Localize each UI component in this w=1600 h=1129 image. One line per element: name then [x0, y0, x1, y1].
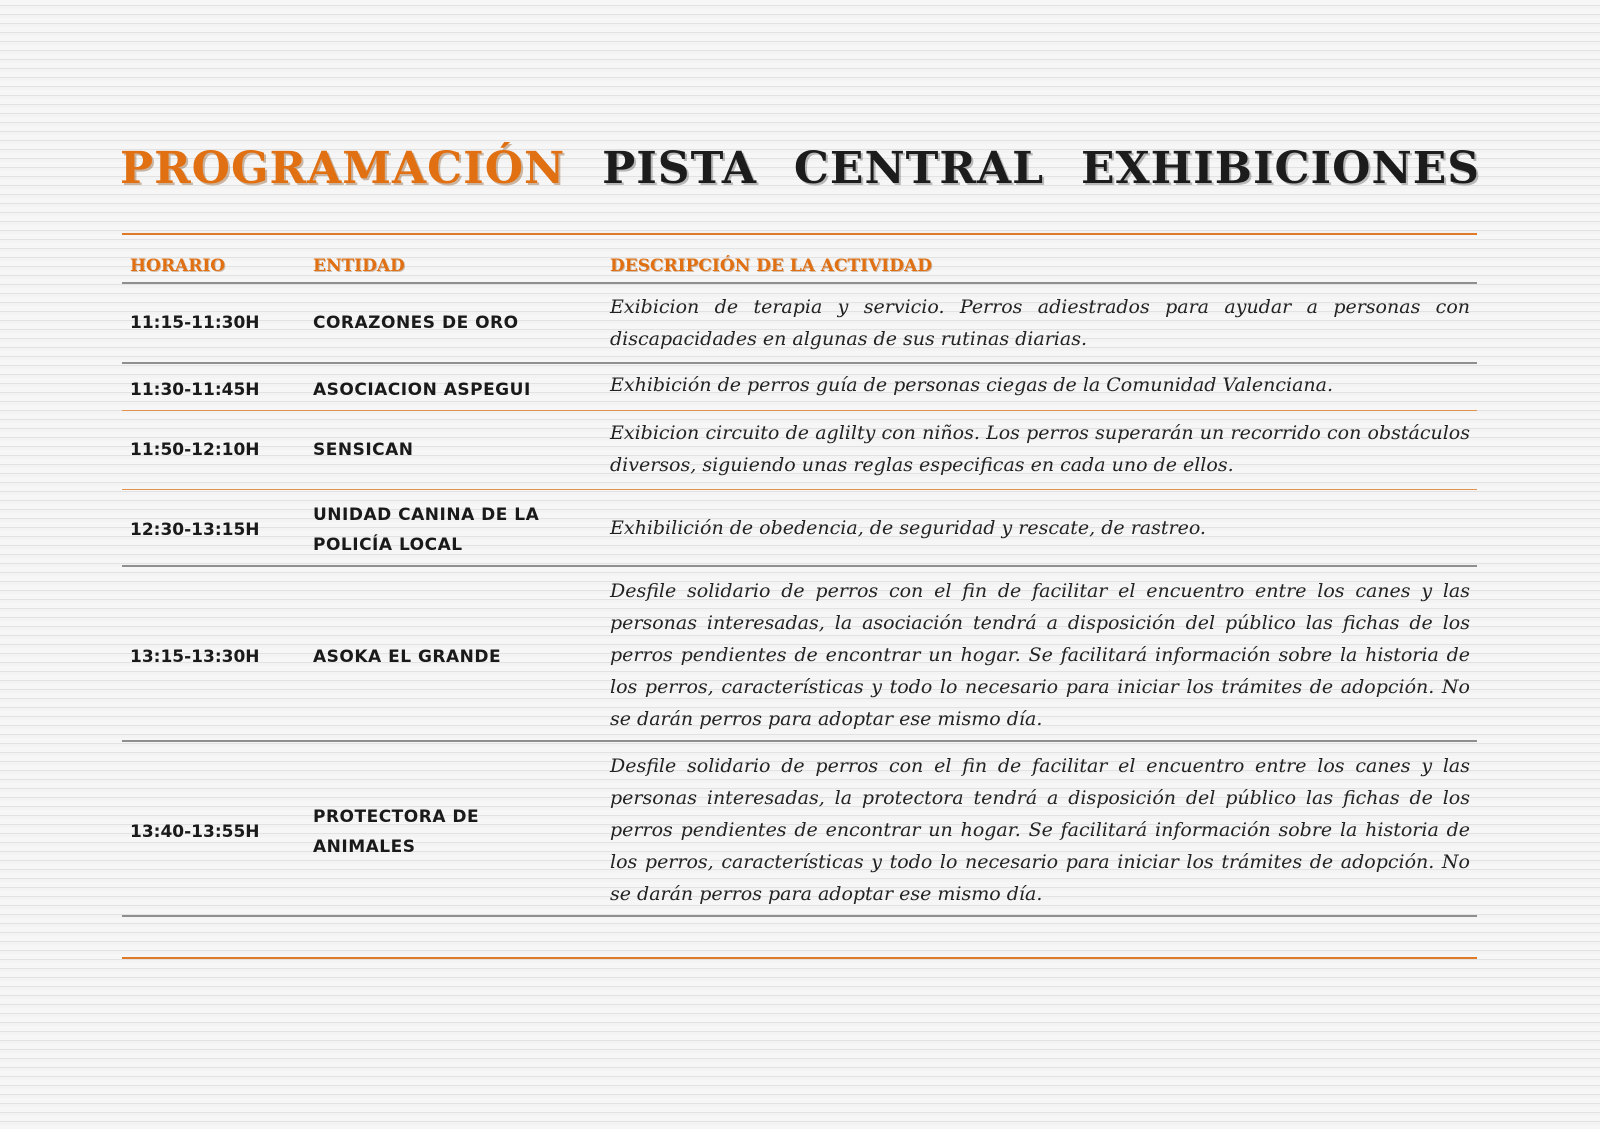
title-central: CENTRAL: [793, 142, 1045, 194]
title-exhibiciones: EXHIBICIONES: [1080, 142, 1480, 194]
row-entity: ASOKA EL GRANDE: [313, 647, 502, 667]
header-horario: HORARIO: [130, 256, 226, 276]
row-entity: CORAZONES DE ORO: [313, 313, 519, 333]
row-entity: UNIDAD CANINA DE LA POLICÍA LOCAL: [313, 505, 540, 555]
row-time: 11:50-12:10H: [130, 440, 260, 460]
header-descripcion: DESCRIPCIÓN DE LA ACTIVIDAD: [610, 256, 932, 276]
row-description: Exibicion circuito de aglilty con niños. Los perros superarán un recorrido con obstáculos diversos, siguiendo unas reglas especificas en cada uno de ellos.: [610, 422, 1470, 476]
table-row: [122, 490, 1477, 565]
table-row: [122, 742, 1477, 915]
row-description: Desfile solidario de perros con el fin de facilitar el encuentro entre los canes y las personas interesadas, la asociación tendrá a disposición del público las fichas de los perros pendientes de encontrar un hogar. Se facilitará información sobre la historia de los perros, características y todo lo necesario para iniciar los trámites de adopción. No se darán perros para adoptar ese mismo día.: [610, 580, 1470, 730]
row-entity: ASOCIACION ASPEGUI: [313, 380, 531, 400]
row-entity: SENSICAN: [313, 440, 414, 460]
row-entity: PROTECTORA DE ANIMALES: [313, 807, 480, 857]
table-bottom-rule: [122, 957, 1477, 959]
table-row: [122, 284, 1477, 362]
page-title: [120, 138, 1480, 198]
row-time: 11:30-11:45H: [130, 380, 260, 400]
table-top-rule: [122, 233, 1477, 235]
row-time: 13:15-13:30H: [130, 647, 260, 667]
title-programacion: PROGRAMACIÓN: [120, 142, 566, 194]
table-row: [122, 411, 1477, 489]
row-time: 13:40-13:55H: [130, 822, 260, 842]
table-row: [122, 567, 1477, 740]
table-row: [122, 364, 1477, 409]
row-description: Exhibilición de obedencia, de seguridad y rescate, de rastreo.: [610, 517, 1206, 539]
row-description: Exhibición de perros guía de personas ciegas de la Comunidad Valenciana.: [610, 374, 1334, 396]
header-entidad: ENTIDAD: [313, 256, 405, 276]
row-time: 11:15-11:30H: [130, 313, 260, 333]
title-pista: PISTA: [602, 142, 758, 194]
row-divider: [122, 915, 1477, 917]
row-description: Desfile solidario de perros con el fin de facilitar el encuentro entre los canes y las personas interesadas, la protectora tendrá a disposición del público las fichas de los perros pendientes de encontrar un hogar. Se facilitará información sobre la historia de los perros, características y todo lo necesario para iniciar los trámites de adopción. No se darán perros para adoptar ese mismo día.: [610, 755, 1470, 905]
row-time: 12:30-13:15H: [130, 520, 260, 540]
row-description: Exibicion de terapia y servicio. Perros adiestrados para ayudar a personas con discapacidades en algunas de sus rutinas diarias.: [610, 296, 1470, 350]
